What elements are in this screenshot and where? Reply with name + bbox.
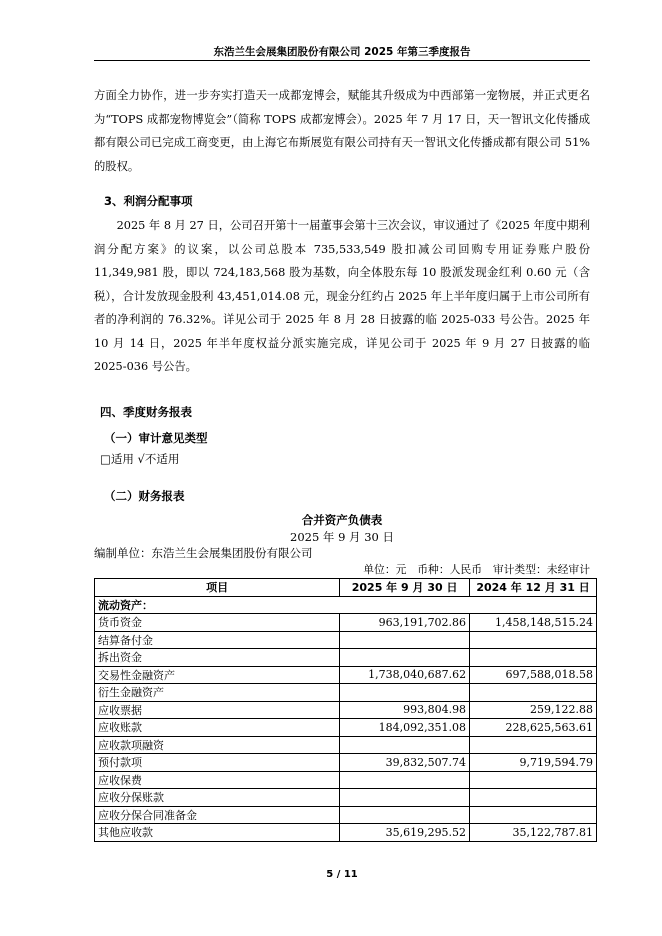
row-item: 拆出资金 xyxy=(95,649,340,667)
section4-heading: 四、季度财务报表 xyxy=(100,405,192,419)
category-row xyxy=(95,596,597,614)
row-item: 交易性金融资产 xyxy=(95,666,340,684)
table-row xyxy=(95,789,597,807)
statement-date: 2025 年 9 月 30 日 xyxy=(290,530,394,544)
page-number: 5 / 11 xyxy=(326,869,358,880)
table-row xyxy=(95,736,597,754)
row-item: 其他应收款 xyxy=(95,824,340,842)
row-item: 应收保费 xyxy=(95,771,340,789)
row-prior: 697,588,018.58 xyxy=(470,666,597,684)
audit-opinion-heading: （一）审计意见类型 xyxy=(104,431,208,445)
table-row xyxy=(95,614,597,632)
table-row xyxy=(95,701,597,719)
row-item: 货币资金 xyxy=(95,614,340,632)
row-prior xyxy=(470,736,597,754)
row-prior: 9,719,594.79 xyxy=(470,754,597,772)
row-item: 应收分保合同准备金 xyxy=(95,806,340,824)
balance-sheet-table xyxy=(94,578,597,842)
row-item: 衍生金融资产 xyxy=(95,684,340,702)
table-row xyxy=(95,666,597,684)
row-current xyxy=(340,771,470,789)
row-prior xyxy=(470,684,597,702)
row-item: 应收分保账款 xyxy=(95,789,340,807)
table-row xyxy=(95,684,597,702)
category-current-assets: 流动资产： xyxy=(95,596,597,614)
report-header: 东浩兰生会展集团股份有限公司 2025 年第三季度报告 xyxy=(213,46,471,58)
row-prior xyxy=(470,789,597,807)
intro-paragraph: 方面全力协作，进一步夯实打造天一成都宠博会，赋能其升级成为中西部第一宠物展，并正式更名为“TOPS 成都宠物博览会”（简称 TOPS 成都宠博会）。2025 年 7 月 17 日，天一智讯文化传播成都有限公司已完成工商变更，由上海它布斯展览有限公司持有天一智讯文化传播成都有限公司 51%的股权。 xyxy=(94,89,590,173)
row-prior: 259,122.88 xyxy=(470,701,597,719)
row-prior: 1,458,148,515.24 xyxy=(470,614,597,632)
row-prior xyxy=(470,771,597,789)
row-current: 1,738,040,687.62 xyxy=(340,666,470,684)
row-current: 963,191,702.86 xyxy=(340,614,470,632)
row-prior xyxy=(470,806,597,824)
statement-preparer: 编制单位：东浩兰生会展集团股份有限公司 xyxy=(94,546,313,560)
row-current xyxy=(340,631,470,649)
row-current: 184,092,351.08 xyxy=(340,719,470,737)
row-item: 预付款项 xyxy=(95,754,340,772)
row-item: 应收账款 xyxy=(95,719,340,737)
row-current: 39,832,507.74 xyxy=(340,754,470,772)
row-prior xyxy=(470,631,597,649)
table-row xyxy=(95,824,597,842)
column-header-current: 2025 年 9 月 30 日 xyxy=(340,579,470,597)
row-item: 应收票据 xyxy=(95,701,340,719)
row-prior xyxy=(470,649,597,667)
row-item: 应收款项融资 xyxy=(95,736,340,754)
row-current: 993,804.98 xyxy=(340,701,470,719)
row-current: 35,619,295.52 xyxy=(340,824,470,842)
table-row xyxy=(95,631,597,649)
row-current xyxy=(340,736,470,754)
profit-distribution-heading: 3、利润分配事项 xyxy=(104,194,193,208)
row-current xyxy=(340,789,470,807)
header-divider xyxy=(94,60,590,61)
table-row xyxy=(95,806,597,824)
row-prior: 35,122,787.81 xyxy=(470,824,597,842)
table-header-row xyxy=(95,579,597,597)
statement-title: 合并资产负债表 xyxy=(301,513,383,527)
table-row xyxy=(95,754,597,772)
audit-opinion-option: □适用 √不适用 xyxy=(100,452,180,466)
row-current xyxy=(340,806,470,824)
statement-units: 单位：元 币种：人民币 审计类型：未经审计 xyxy=(363,563,590,576)
row-prior: 228,625,563.61 xyxy=(470,719,597,737)
row-current xyxy=(340,684,470,702)
table-row xyxy=(95,719,597,737)
table-row xyxy=(95,649,597,667)
row-current xyxy=(340,649,470,667)
column-header-item: 项目 xyxy=(95,579,340,597)
table-row xyxy=(95,771,597,789)
profit-distribution-paragraph: 2025 年 8 月 27 日，公司召开第十一届董事会第十三次会议，审议通过了《2025 年度中期利润分配方案》的议案，以公司总股本 735,533,549 股扣减公司回购专用证券账户股份 11,349,981 股，即以 724,183,568 股为基数，向全体股东每 10 股派发现金红利 0.60 元（含税），合计发放现金股利 43,451,014.08 元，现金分红约占 2025 年上半年度归属于上市公司所有者的净利润的 76.32%。详见公司于 2025 年 8 月 28 日披露的临 2025-033 号公告。2025 年 10 月 14 日，2025 年半年度权益分派实施完成，详见公司于 2025 年 9 月 27 日披露的临 2025-036 号公告。 xyxy=(94,219,591,373)
row-item: 结算备付金 xyxy=(95,631,340,649)
column-header-prior: 2024 年 12 月 31 日 xyxy=(470,579,597,597)
financial-statements-heading: （二）财务报表 xyxy=(104,489,185,503)
